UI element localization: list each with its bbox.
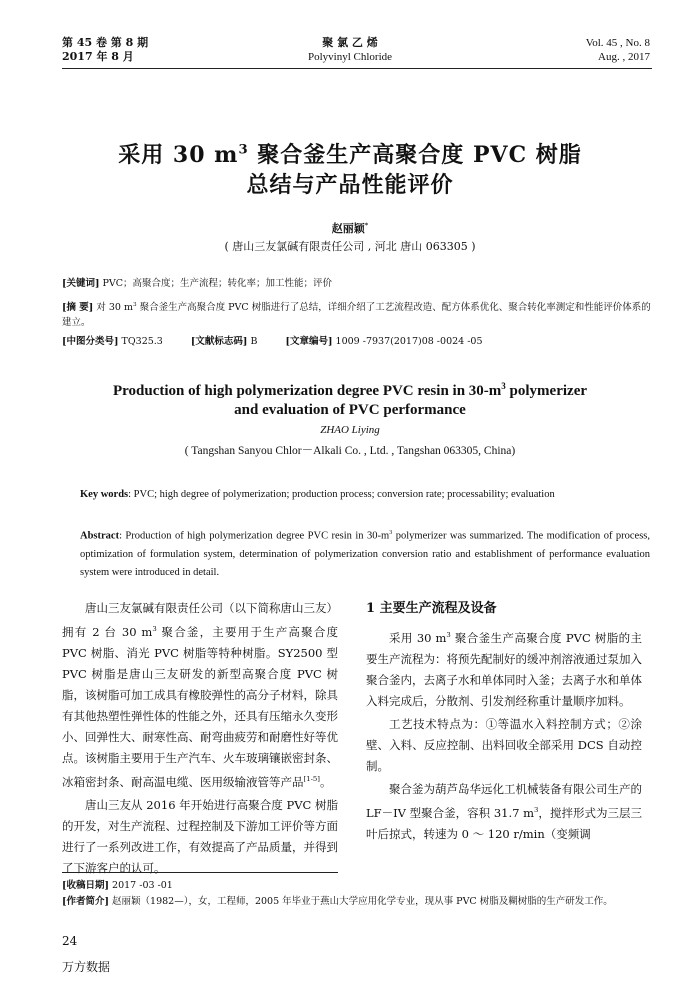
body-right-p3-b: ，搅拌形式为三层三叶后掠式，转速为 0 ～ 120 r/min（变频调 [366,805,642,841]
affiliation-en: ( Tangshan Sanyou Chlor－Alkali Co. , Ltd. , Tangshan 063305, China) [184,445,516,457]
abstract-cn-sup: 3 [132,302,137,308]
title-cn-pre: 采用 30 m [118,142,239,168]
body-right-p2: 工艺技术特点为：①等温水入料控制方式；②涂壁、入料、反应控制、出料回收全部采用 DCS 自动控制。 [366,716,642,773]
abstract-cn-post: 聚合釜生产高聚合度 PVC 树脂进行了总结，详细介绍了工艺流程改造、配方体系优化、聚合转化率测定和性能评价体系的建立。 [62,302,651,329]
volume-issue: 第 45 卷 第 8 期 [62,36,149,49]
keywords-en-text: : PVC; high degree of polymerization; production process; conversion rate; processability; evaluation [128,489,555,500]
body-right-column [366,598,642,847]
received-value: 2017 -03 -01 [112,880,173,891]
title-en-sup: 3 [501,381,506,391]
abstract-cn-label: [摘 要] [62,302,94,314]
abstract-en-label: Abstract [80,530,120,542]
section-heading: 1 主要生产流程及设备 [366,601,497,616]
abstract-en-pre: : Production of high polymerization degree PVC resin in 30-m [119,530,390,542]
clc-value: TQ325.3 [121,336,163,347]
journal-name-cn: 聚 氯 乙 烯 [322,36,378,49]
body-left-p1 [62,598,338,793]
keywords-cn [62,276,652,291]
clc-label: [中图分类号] [62,336,119,347]
keywords-en [80,486,650,504]
title-en-line2: and evaluation of PVC performance [234,402,466,418]
article-no-label: [文章编号] [285,336,333,347]
received-date [62,878,652,893]
body-right-p3-a: 聚合釜为葫芦岛华远化工机械装备有限公司生产的 LF－IV 型聚合釜，容积 31.7 m [366,781,642,820]
citation-ref: [1-5] [303,774,320,783]
body-left-p1-b: 聚合釜，主要用于生产高聚合度 PVC 树脂、消光 PVC 树脂等特种树脂。SY2500 型 PVC 树脂是唐山三友研发的新型高聚合度 PVC 树脂，该树脂可加工成具有橡胶弹性的高分子材料，除具有其他热塑性弹性体的性能之外，还具有压缩永久变形小、回弹性大、耐寒性高、耐弯曲疲劳和耐磨性好等优点。该树脂主要用于生产汽车、火车玻璃镶嵌密封条、冰箱密封条、耐高温电缆、医用级输液管等产品 [62,624,339,789]
body-left-column [62,598,338,881]
title-en-pre: Production of high polymerization degree PVC resin in 30-m [112,383,502,399]
title-cn-sup: 3 [238,142,249,158]
title-cn-post: 聚合釜生产高聚合度 PVC 树脂 [248,142,582,168]
journal-name-en: Polyvinyl Chloride [307,51,393,63]
abstract-cn [62,298,652,330]
article-no-value: 1009 -7937(2017)08 -0024 -05 [335,336,483,347]
body-left-p1-a: 唐山三友氯碱有限责任公司（以下简称唐山三友）拥有 2 台 30 m [62,601,338,639]
doc-code-label: [文献标志码] [190,336,248,347]
author-mark: * [364,221,369,230]
bio-text: 赵丽颖（1982—），女，工程师，2005 年毕业于燕山大学应用化学专业，现从事 PVC 树脂及糊树脂的生产研发工作。 [112,896,613,907]
abstract-cn-pre: 对 30 m [96,302,133,314]
abstract-en [80,524,650,582]
abstract-en-post: polymerizer was summarized. The modification of process, optimization of formulation system, determination of polymerization conversion ratio and establishment of performance evaluation system were introduced in detail. [80,530,650,578]
body-right-p3-sup: 3 [534,805,539,814]
keywords-cn-label: [关键词] [62,278,100,289]
header-right [586,36,650,64]
abstract-en-sup: 3 [389,529,393,536]
title-cn-line2: 总结与产品性能评价 [246,172,454,198]
body-left-p1-c: 。 [319,774,332,789]
affiliation-cn: ( 唐山三友氯碱有限责任公司 , 河北 唐山 063305 ) [224,240,476,253]
pub-date-en: Aug. , 2017 [598,51,650,63]
footnote-rule [62,872,338,873]
classification [62,334,652,349]
author-cn-name: 赵丽颖 [331,222,365,235]
received-label: [收稿日期] [62,880,109,891]
body-left-p1-sup: 3 [152,625,157,633]
body-right-p1 [366,625,642,712]
title-cn-line1 [0,138,700,169]
body-left-p2: 唐山三友从 2016 年开始进行高聚合度 PVC 树脂的开发，对生产流程、过程控制及下游加工评价等方面进行了一系列改进工作，有效提高了产品质量，并得到了下游客户的认可。 [62,797,338,875]
body-right-p1-a: 采用 30 m [389,630,447,645]
body-right-p1-b: 聚合釜生产高聚合度 PVC 树脂的主要生产流程为：将预先配制好的缓冲剂溶液通过泵加入聚合釜内，去离子水和单体同时入釜；去离子水和单体入料完成后，分散剂、引发剂经称重计量顺序加料。 [366,630,642,708]
keywords-en-label: Key words [80,489,129,500]
keywords-cn-text: PVC；高聚合度；生产流程；转化率；加工性能；评价 [102,278,333,289]
author-cn [0,220,700,236]
header-rule [62,68,652,69]
author-en: ZHAO Liying [320,424,380,436]
doc-code-value: B [250,336,258,347]
pub-date: 2017 年 8 月 [62,50,134,63]
volume-issue-en: Vol. 45 , No. 8 [585,37,650,49]
author-bio [62,894,652,909]
body-right-p3 [366,779,642,845]
watermark: 万方数据 [62,960,111,974]
page-number: 24 [62,934,78,948]
bio-label: [作者简介] [62,896,109,907]
body-right-p1-sup: 3 [446,631,451,639]
title-en-post: polymerizer [505,383,588,399]
